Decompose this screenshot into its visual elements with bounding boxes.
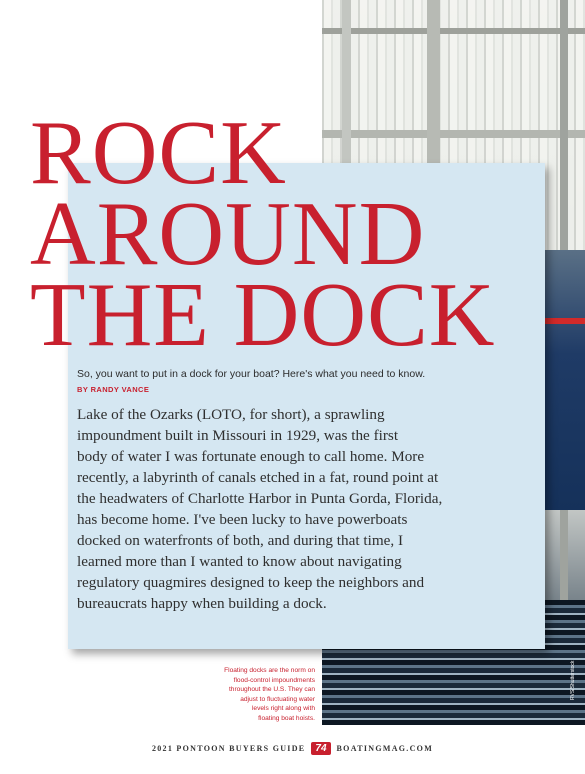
page-number: 74 <box>311 742 330 755</box>
body-line: Lake of the Ozarks (LOTO, for short), a sprawling <box>77 406 385 423</box>
byline: BY RANDY VANCE <box>77 385 150 394</box>
headline-line: ROCK <box>30 102 287 203</box>
body-copy <box>77 404 547 614</box>
photo-credit: RVS/Shutterstock <box>570 660 576 700</box>
footer-website: BOATINGMAG.COM <box>336 743 434 753</box>
body-line: has become home. I've been lucky to have powerboats <box>77 511 408 528</box>
body-line: body of water I was fortunate enough to call home. More <box>77 448 425 465</box>
body-line: learned more than I wanted to know about navigating <box>77 553 402 570</box>
caption-line: levels right along with <box>251 705 315 713</box>
roof-beam <box>322 28 585 34</box>
caption-line: Floating docks are the norm on <box>224 667 315 674</box>
caption-line: adjust to fluctuating water <box>240 695 315 703</box>
caption-line: flood-control impoundments <box>233 676 315 684</box>
body-line: docked on waterfronts of both, and during that time, I <box>77 532 404 549</box>
dek: So, you want to put in a dock for your boat? Here's what you need to know. <box>77 368 426 380</box>
body-line: impoundment built in Missouri in 1929, was the first <box>77 427 399 444</box>
headline <box>30 102 570 365</box>
body-line: the headwaters of Charlotte Harbor in Punta Gorda, Florida, <box>77 490 443 507</box>
caption-line: floating boat hoists. <box>258 714 315 722</box>
photo-caption <box>190 666 315 724</box>
body-line: recently, a labyrinth of canals etched in a fat, round point at <box>77 469 439 486</box>
footer-publication: 2021 PONTOON BUYERS GUIDE <box>151 743 306 753</box>
body-line: regulatory quagmires designed to keep the neighbors and <box>77 574 425 591</box>
headline-line: AROUND <box>30 183 426 284</box>
headline-line: THE DOCK <box>30 264 496 365</box>
caption-line: throughout the U.S. They can <box>228 686 315 694</box>
body-line: bureaucrats happy when building a dock. <box>77 595 327 612</box>
page-footer <box>0 738 585 758</box>
